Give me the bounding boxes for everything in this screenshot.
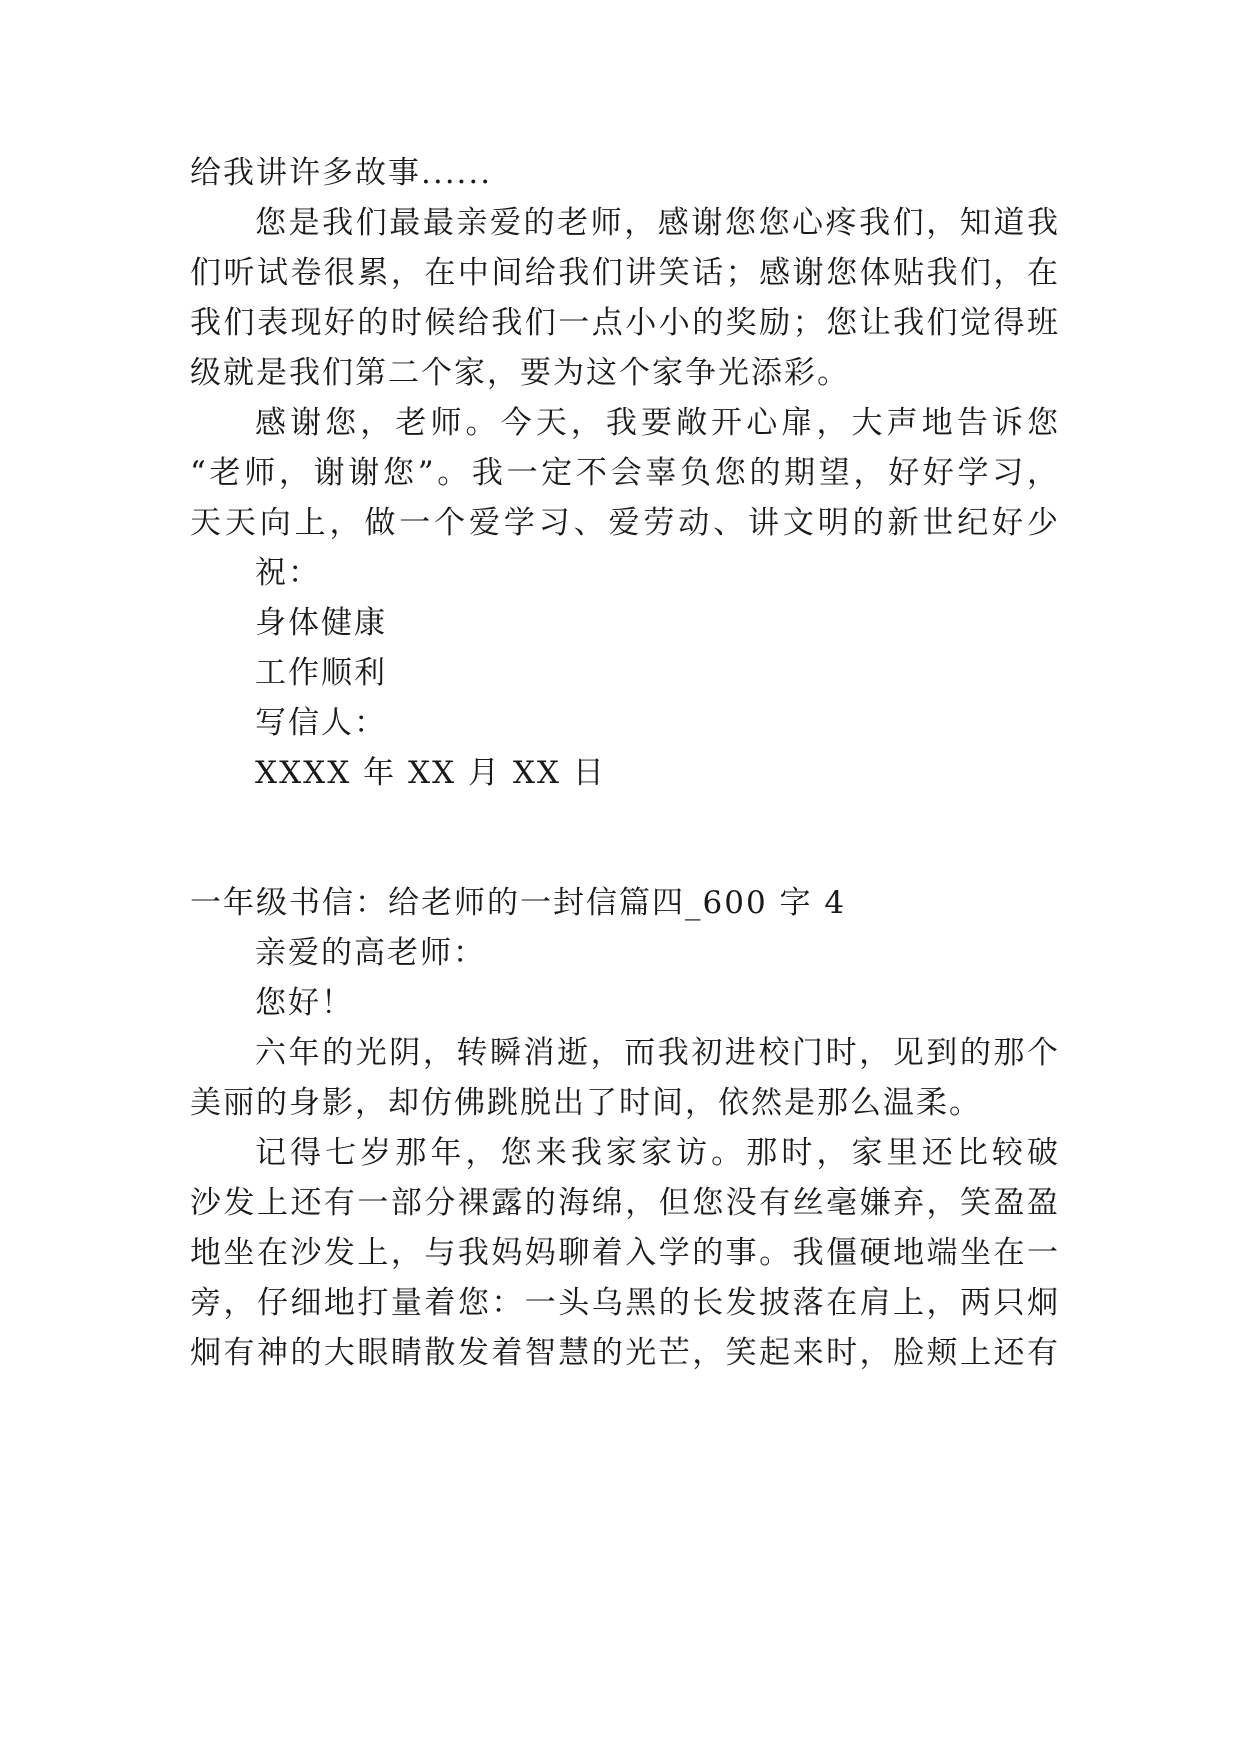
text-line: 给我讲许多故事...... [190, 155, 493, 191]
paragraph-line: 地坐在沙发上，与我妈妈聊着入学的事。我僵硬地端坐在一 [190, 1235, 1060, 1271]
section-title: 一年级书信：给老师的一封信篇四_600 字 4 [190, 885, 847, 921]
greeting-line: 您好！ [255, 985, 354, 1021]
date-line: XXXX 年 XX 月 XX 日 [255, 755, 606, 791]
signature-line: 写信人： [255, 705, 387, 741]
paragraph-line: 六年的光阴，转瞬消逝，而我初进校门时，见到的那个 [255, 1035, 1060, 1071]
closing-line: 祝： [255, 555, 321, 591]
closing-line: 工作顺利 [255, 655, 387, 691]
paragraph-line: 旁，仔细地打量着您：一头乌黑的长发披落在肩上，两只炯 [190, 1285, 1060, 1321]
paragraph-line: 级就是我们第二个家，要为这个家争光添彩。 [190, 355, 850, 391]
paragraph-line: 您是我们最最亲爱的老师，感谢您您心疼我们，知道我 [255, 205, 1060, 241]
paragraph-line: 们听试卷很累，在中间给我们讲笑话；感谢您体贴我们，在 [190, 255, 1060, 291]
paragraph-line: 天天向上，做一个爱学习、爱劳动、讲文明的新世纪好少 [190, 505, 1060, 541]
paragraph-line: 我们表现好的时候给我们一点小小的奖励；您让我们觉得班 [190, 305, 1060, 341]
paragraph-line: 感谢您，老师。今天，我要敞开心扉，大声地告诉您 [255, 405, 1060, 441]
paragraph-line: 沙发上还有一部分裸露的海绵，但您没有丝毫嫌弃，笑盈盈 [190, 1185, 1060, 1221]
salutation-line: 亲爱的高老师： [255, 935, 486, 971]
paragraph-line: 记得七岁那年，您来我家家访。那时，家里还比较破 [255, 1135, 1060, 1171]
paragraph-line: 炯有神的大眼睛散发着智慧的光芒，笑起来时，脸颊上还有 [190, 1335, 1060, 1371]
closing-line: 身体健康 [255, 605, 387, 641]
paragraph-line: “老师，谢谢您”。我一定不会辜负您的期望，好好学习， [190, 455, 1060, 491]
paragraph-line: 美丽的身影，却仿佛跳脱出了时间，依然是那么温柔。 [190, 1085, 982, 1121]
